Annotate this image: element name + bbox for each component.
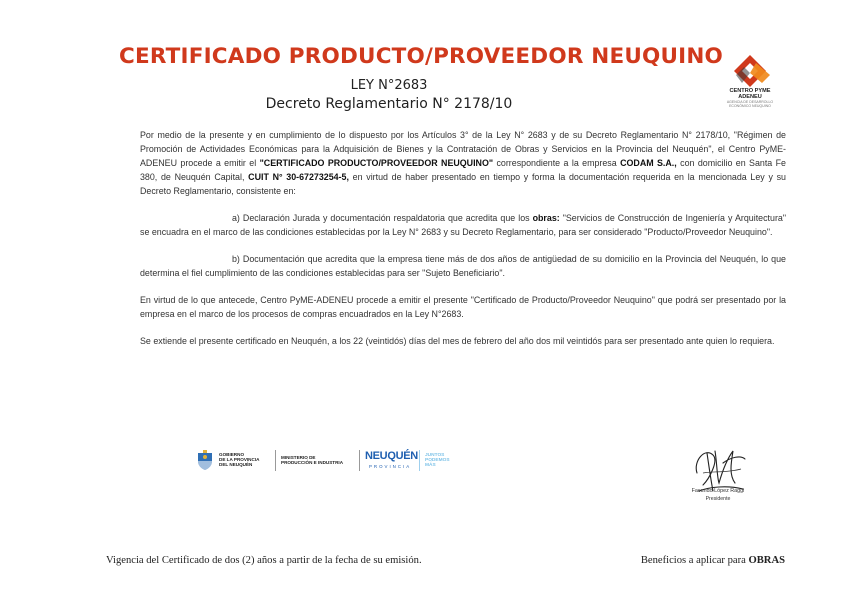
centro-pyme-logo — [722, 53, 778, 119]
juntos-line2: PODEMOS — [425, 458, 450, 464]
neuquen-wordmark: NEUQUÉN — [365, 450, 418, 462]
benefits-type: OBRAS — [748, 555, 785, 566]
intro-text-4: en virtud de haber presentado en tiempo y forma la documentación requerida en la mencionada Ley y su Decreto Reglamentario, consistente en: — [140, 172, 786, 196]
gov-line3: DEL NEUQUÉN — [219, 462, 253, 468]
government-logos-strip — [193, 447, 473, 473]
intro-text-3: con domicilio en Santa Fe 380, de Neuquén Capital, — [140, 158, 786, 182]
logo-name-line1: CENTRO PYME — [729, 88, 771, 94]
logo-subtitle-line2: ECONÓMICO NEUQUINO — [729, 104, 771, 108]
certificate-title: CERTIFICADO PRODUCTO/PROVEEDOR NEUQUINO — [118, 44, 724, 69]
provincia-wordmark: PROVINCIA — [369, 464, 412, 469]
law-number: LEY N°2683 — [350, 78, 428, 93]
benefits-note — [641, 555, 785, 566]
strip-divider-1 — [275, 450, 276, 471]
paragraph-issuance: En virtud de lo que antecede, Centro PyME-ADENEU procede a emitir el presente "Certificado de Producto/Proveedor Neuquino" que podrá ser presentado por la empresa en el marco de los procesos de compras encuadrados en la Ley N°2683. — [140, 295, 786, 319]
paragraph-date: Se extiende el presente certificado en Neuquén, a los 22 (veintidós) días del mes de febrero del año dos mil veintidós para ser presentado ante quien lo requiera. — [140, 336, 775, 346]
provincia-neuquen-shield-icon — [195, 450, 215, 471]
intro-text-2: correspondiente a la empresa — [493, 158, 621, 168]
juntos-line3: MÁS — [425, 463, 436, 469]
ministry-line1: MINISTERIO DE — [281, 455, 316, 460]
item-a-text-1: a) Declaración Jurada y documentación respaldatoria que acredita que los — [232, 213, 533, 223]
logo-name-line2: ADENEU — [738, 94, 762, 100]
company-cuit: CUIT N° 30-67273254-5, — [248, 172, 349, 182]
paragraph-intro — [140, 128, 786, 198]
gov-line1: GOBIERNO — [219, 452, 245, 457]
paragraph-item-a — [140, 211, 786, 239]
centro-pyme-adeneu-logo-icon — [726, 53, 774, 87]
signer-role: Presidente — [705, 496, 731, 502]
certificate-body — [140, 128, 786, 361]
item-a-text-2: "Servicios de Construcción de Ingeniería y Arquitectura" se encuadra en el marco de las condiciones establecidas por la Ley N° 2683 y su Decreto Reglamentario, para ser considerado "Producto/Proveedor Neuquino". — [140, 213, 786, 237]
company-name: CODAM S.A., — [620, 158, 677, 168]
gov-line2: DE LA PROVINCIA — [219, 457, 260, 463]
strip-divider-2 — [359, 450, 360, 471]
juntos-line1: JUNTOS — [425, 453, 445, 458]
intro-text-1: Por medio de la presente y en cumplimiento de lo dispuesto por los Artículos 3° de la Ley N° 2683 y de su Decreto Reglamentario N° 2178/10, "Régimen de Promoción de Actividades Económicas para la Adquisición de Bienes y la Contratación de Obras y Servicios en la Provincia del Neuquén", el Centro PyME-ADENEU procede a emitir el — [140, 130, 786, 168]
signer-name: Facundo López Raggi — [691, 488, 745, 494]
certificate-name-bold: "CERTIFICADO PRODUCTO/PROVEEDOR NEUQUINO" — [259, 158, 494, 168]
item-a-obras-bold: obras: — [532, 213, 560, 223]
ministry-line2: PRODUCCIÓN E INDUSTRIA — [281, 460, 344, 466]
strip-divider-3 — [419, 450, 420, 471]
benefits-prefix: Beneficios a aplicar para — [640, 555, 749, 566]
logo-subtitle-line1: AGENCIA DE DESARROLLO — [726, 100, 774, 104]
decree-number: Decreto Reglamentario N° 2178/10 — [265, 96, 513, 112]
certificate-validity: Vigencia del Certificado de dos (2) años a partir de la fecha de su emisión. — [106, 555, 422, 566]
paragraph-item-b: b) Documentación que acredita que la empresa tiene más de dos años de antigüedad de su domicilio en la Provincia del Neuquén, lo que determina el fiel cumplimiento de las condiciones establecidas para ser "Sujeto Beneficiario". — [140, 254, 786, 278]
